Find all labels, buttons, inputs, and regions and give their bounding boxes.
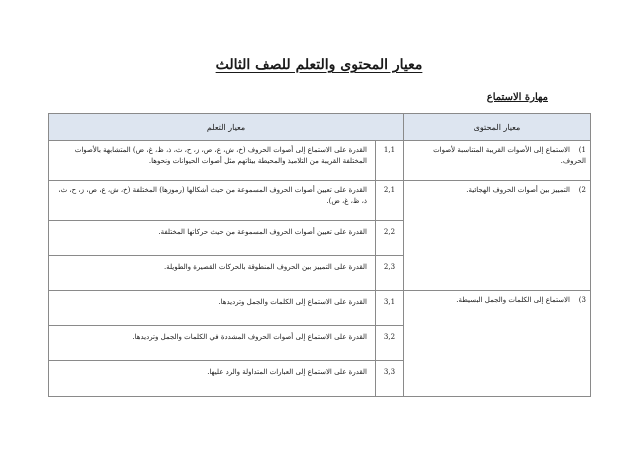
content-standard-cell <box>404 181 591 291</box>
learning-text: القدرة على الاستماع إلى أصوات الحروف (خ، ش، ع، ص، ز، ح، ث، ذ، ظ، غ، ض) المتشابهة بالأصوات المختلفة القريبة من التلاميذ والمحيطة بيئاتهم مثل أصوات الحيوانات ونحوها. <box>49 141 376 181</box>
header-content-standard: معيار المحتوى <box>404 114 591 141</box>
table-row <box>49 141 591 181</box>
table-header-row <box>49 114 591 141</box>
table-row <box>49 291 591 326</box>
learning-text: القدرة على تعيين أصوات الحروف المسموعة من حيث أشكالها (رموزها) المختلفة (خ، ش، ع، ص، ز، ح، ث، ذ، ظ، غ، ض). <box>49 181 376 221</box>
content-number: 2) <box>578 186 586 194</box>
learning-number: 3,1 <box>376 291 404 326</box>
content-text: الاستماع إلى الأصوات القريبة المتناسبة لأصوات الحروف. <box>433 146 586 165</box>
learning-number: 3,2 <box>376 326 404 361</box>
table-row <box>49 181 591 221</box>
page-title: معيار المحتوى والتعلم للصف الثالث <box>215 57 423 73</box>
content-text: الاستماع إلى الكلمات والجمل البسيطة. <box>456 296 570 304</box>
learning-text: القدرة على الاستماع إلى أصوات الحروف المشددة في الكلمات والجمل وترديدها. <box>49 326 376 361</box>
learning-number: 3,3 <box>376 361 404 397</box>
learning-number: 2,1 <box>376 181 404 221</box>
content-number: 3) <box>578 296 586 304</box>
content-number: 1) <box>578 146 586 154</box>
learning-text: القدرة على تعيين أصوات الحروف المسموعة من حيث حركاتها المختلفة. <box>49 221 376 256</box>
learning-text: القدرة على الاستماع إلى العبارات المتداولة والرد عليها. <box>49 361 376 397</box>
content-standard-cell <box>404 141 591 181</box>
learning-number: 2,3 <box>376 256 404 291</box>
content-text: التمييز بين أصوات الحروف الهجائية. <box>466 186 570 194</box>
learning-number: 1,1 <box>376 141 404 181</box>
section-heading: مهارة الاستماع <box>486 92 548 103</box>
learning-text: القدرة على الاستماع إلى الكلمات والجمل وترديدها. <box>49 291 376 326</box>
learning-text: القدرة على التمييز بين الحروف المنطوقة بالحركات القصيرة والطويلة. <box>49 256 376 291</box>
standards-table <box>48 113 591 397</box>
learning-number: 2,2 <box>376 221 404 256</box>
header-learning-standard: معيار التعلم <box>49 114 404 141</box>
content-standard-cell <box>404 291 591 397</box>
